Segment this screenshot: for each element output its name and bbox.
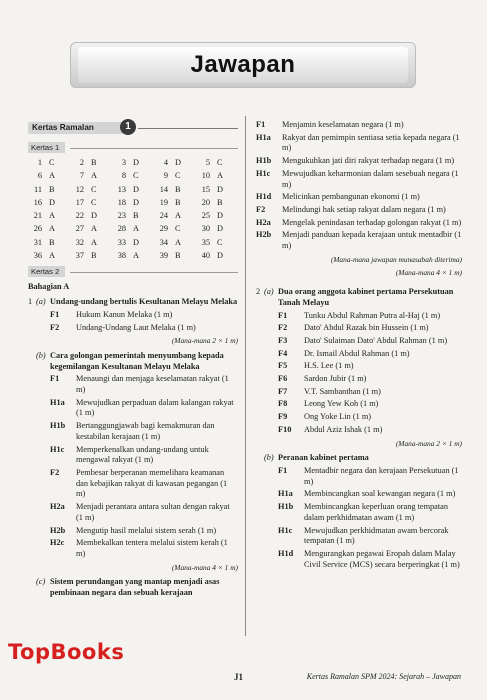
point-code: H2b bbox=[50, 525, 66, 535]
point-text: Memperkenalkan undang-undang untuk mengawal rakyat (1 m) bbox=[76, 444, 209, 465]
answer-number: 33 bbox=[117, 237, 126, 247]
answer-cell bbox=[112, 211, 154, 222]
answer-cell bbox=[112, 224, 154, 235]
answer-choice: A bbox=[49, 211, 55, 220]
point-code: F1 bbox=[278, 465, 288, 475]
answer-cell bbox=[196, 238, 238, 249]
kertas1-rule bbox=[70, 148, 238, 149]
answer-cell bbox=[112, 238, 154, 249]
answer-number: 37 bbox=[75, 250, 84, 260]
answer-choice: B bbox=[217, 197, 223, 207]
answer-choice: B bbox=[91, 250, 97, 260]
point-text: Mengukuhkan jati diri rakyat terhadap negara (1 m) bbox=[282, 156, 455, 166]
point-code: F2 bbox=[50, 322, 60, 332]
question-part: (c) bbox=[36, 577, 46, 587]
left-column bbox=[28, 118, 238, 599]
answer-cell bbox=[196, 171, 238, 182]
answer-choice: C bbox=[217, 158, 223, 167]
point-code: H1d bbox=[278, 548, 294, 558]
question-text: Sistem perundangan yang mantap menjadi asas pembinaan negara dan sebuah kerajaan bbox=[50, 577, 220, 598]
point-text: Membincangkan keperluan orang tempatan dalam perkhidmatan awam (1 m) bbox=[304, 502, 448, 522]
section-header bbox=[28, 118, 238, 136]
question-2a bbox=[256, 287, 462, 308]
answer-point bbox=[278, 526, 462, 547]
answer-choice: A bbox=[175, 211, 181, 220]
point-code: H1b bbox=[278, 502, 294, 512]
page-title: Jawapan bbox=[190, 51, 296, 78]
answer-point bbox=[256, 156, 462, 167]
answer-point bbox=[278, 361, 462, 372]
answer-point bbox=[278, 387, 462, 398]
answer-number: 6 bbox=[37, 171, 42, 181]
marks-note: (Mana-mana 4 × 1 m) bbox=[171, 562, 238, 572]
answer-choice: A bbox=[217, 171, 223, 181]
point-text: Mengurangkan pegawai Eropah dalam Malay Civil Service (MCS) secara berperingkat (1 m) bbox=[304, 548, 460, 569]
answer-choice: C bbox=[175, 224, 181, 234]
point-text: Menaungi dan menjaga keselamatan rakyat (1 m) bbox=[76, 374, 229, 395]
answer-point bbox=[278, 323, 462, 334]
answer-number: 40 bbox=[201, 250, 210, 260]
answer-number: 9 bbox=[163, 171, 168, 181]
marks-note: (Mana-mana 4 × 1 m) bbox=[395, 268, 462, 278]
answer-cell bbox=[112, 158, 154, 169]
point-code: F10 bbox=[278, 424, 292, 434]
point-text: Dato' Abdul Razak bin Hussein (1 m) bbox=[304, 323, 429, 333]
answer-number: 27 bbox=[75, 224, 84, 234]
point-text: Mentadbir negara dan kerajaan Persekutuan (1 m) bbox=[304, 465, 459, 486]
answer-cell bbox=[28, 251, 70, 262]
point-code: F3 bbox=[278, 335, 288, 345]
answer-cell bbox=[70, 224, 112, 235]
answer-cell bbox=[154, 211, 196, 222]
point-code: H1a bbox=[256, 132, 271, 142]
answer-cell bbox=[112, 185, 154, 196]
question-1b bbox=[28, 351, 238, 372]
answer-choice: D bbox=[133, 184, 139, 194]
q1b-items bbox=[28, 374, 238, 559]
answer-point bbox=[50, 445, 238, 466]
answer-point bbox=[278, 336, 462, 347]
answer-number: 17 bbox=[75, 197, 84, 207]
point-code: H2a bbox=[256, 217, 271, 227]
answer-number: 22 bbox=[75, 211, 84, 220]
answer-cell bbox=[112, 171, 154, 182]
answer-cell bbox=[28, 211, 70, 222]
kertas1-label: Kertas 1 bbox=[28, 142, 65, 153]
answer-number: 14 bbox=[159, 184, 168, 194]
point-code: F9 bbox=[278, 412, 288, 422]
point-text: Mewujudkan perpaduan dalam kalangan rakyat (1 m) bbox=[76, 397, 234, 418]
answer-cell bbox=[154, 251, 196, 262]
answer-number: 10 bbox=[201, 171, 210, 181]
answer-number: 28 bbox=[117, 224, 126, 234]
point-text: Abdul Aziz Ishak (1 m) bbox=[304, 424, 383, 434]
answer-number: 16 bbox=[33, 197, 42, 207]
answer-point bbox=[278, 349, 462, 360]
answer-grid bbox=[28, 158, 238, 261]
answer-number: 8 bbox=[121, 171, 126, 181]
answer-cell bbox=[70, 171, 112, 182]
answer-choice: A bbox=[133, 224, 139, 234]
point-text: Melindungi hak setiap rakyat dalam negara (1 m) bbox=[282, 204, 446, 214]
answer-point bbox=[256, 169, 462, 190]
answer-choice: A bbox=[91, 237, 97, 247]
answer-choice: D bbox=[175, 158, 181, 167]
answer-number: 23 bbox=[117, 211, 126, 220]
answer-cell bbox=[112, 251, 154, 262]
answer-point bbox=[256, 120, 462, 131]
answer-number: 26 bbox=[33, 224, 42, 234]
answer-choice: D bbox=[217, 184, 223, 194]
point-text: Ong Yoke Lin (1 m) bbox=[304, 412, 372, 422]
point-code: F5 bbox=[278, 361, 288, 371]
answer-cell bbox=[196, 185, 238, 196]
section-number-badge: 1 bbox=[120, 119, 136, 135]
point-text: Bertanggungjawab bagi kemakmuran dan kestabilan kerajaan (1 m) bbox=[76, 421, 215, 441]
point-code: F4 bbox=[278, 348, 288, 358]
question-text: Dua orang anggota kabinet pertama Persekutuan Tanah Melayu bbox=[278, 287, 454, 307]
question-2b bbox=[256, 453, 462, 464]
point-text: V.T. Sambanthan (1 m) bbox=[304, 386, 381, 396]
answer-choice: B bbox=[175, 197, 181, 207]
point-code: H1b bbox=[256, 156, 272, 166]
answer-point bbox=[50, 468, 238, 500]
answer-cell bbox=[154, 238, 196, 249]
answer-choice: C bbox=[91, 184, 97, 194]
answer-point bbox=[278, 466, 462, 487]
answer-number: 18 bbox=[117, 197, 126, 207]
answer-number: 3 bbox=[121, 158, 126, 167]
answer-number: 30 bbox=[201, 224, 210, 234]
answer-choice: B bbox=[91, 158, 97, 167]
question-text: Undang-undang bertulis Kesultanan Melayu Melaka bbox=[50, 297, 238, 307]
answer-choice: D bbox=[217, 250, 223, 260]
point-text: Undang-Undang Laut Melaka (1 m) bbox=[76, 322, 196, 332]
point-text: Mengelak penindasan terhadap golongan rakyat (1 m) bbox=[282, 217, 462, 227]
answer-choice: B bbox=[133, 211, 139, 220]
point-code: F2 bbox=[256, 204, 266, 214]
point-text: Membekalkan tentera melalui sistem kerah (1 m) bbox=[76, 538, 228, 558]
answer-cell bbox=[70, 198, 112, 209]
answer-number: 35 bbox=[201, 237, 210, 247]
answer-cell bbox=[196, 251, 238, 262]
answer-number: 15 bbox=[201, 184, 210, 194]
answer-number: 7 bbox=[79, 171, 84, 181]
question-text: Cara golongan pemerintah menyumbang kepada kegemilangan Kesultanan Melayu Melaka bbox=[50, 350, 224, 371]
answer-cell bbox=[196, 211, 238, 222]
point-text: Menjadi perantara antara sultan dengan rakyat (1 m) bbox=[76, 502, 230, 522]
q1c-items bbox=[256, 120, 462, 252]
bahagian-heading: Bahagian A bbox=[28, 282, 70, 292]
answer-number: 29 bbox=[159, 224, 168, 234]
answer-point bbox=[278, 412, 462, 423]
answer-choice: D bbox=[217, 224, 223, 234]
point-code: F1 bbox=[50, 309, 60, 319]
point-text: Tunku Abdul Rahman Putra al-Haj (1 m) bbox=[304, 310, 441, 320]
point-code: F1 bbox=[278, 310, 288, 320]
answer-choice: A bbox=[133, 250, 139, 260]
question-part: (b) bbox=[36, 350, 46, 360]
q1a-items bbox=[28, 310, 238, 333]
point-code: H2b bbox=[256, 230, 272, 240]
answer-cell bbox=[70, 238, 112, 249]
answer-cell bbox=[28, 158, 70, 169]
question-1a bbox=[28, 297, 238, 308]
answer-cell bbox=[28, 198, 70, 209]
answer-point bbox=[278, 311, 462, 322]
answer-number: 21 bbox=[33, 211, 42, 220]
answer-number: 20 bbox=[201, 197, 210, 207]
q2a-items bbox=[256, 311, 462, 436]
answer-number: 11 bbox=[34, 184, 42, 194]
answer-cell bbox=[154, 171, 196, 182]
answer-number: 38 bbox=[117, 250, 126, 260]
point-text: Melicinkan pembangunan ekonomi (1 m) bbox=[282, 192, 420, 202]
kertas1-header bbox=[28, 142, 238, 153]
answer-cell bbox=[154, 158, 196, 169]
answer-choice: A bbox=[49, 250, 55, 260]
section-rule bbox=[138, 128, 238, 129]
answer-point bbox=[256, 218, 462, 229]
point-code: H2c bbox=[50, 538, 65, 548]
point-text: H.S. Lee (1 m) bbox=[304, 361, 354, 371]
answer-cell bbox=[70, 211, 112, 222]
answer-cell bbox=[196, 198, 238, 209]
question-part: (b) bbox=[264, 453, 274, 463]
answer-cell bbox=[28, 171, 70, 182]
point-code: H1a bbox=[50, 397, 65, 407]
answer-point bbox=[256, 230, 462, 251]
answer-number: 24 bbox=[159, 211, 168, 220]
kertas2-header bbox=[28, 266, 238, 277]
answer-point bbox=[50, 310, 238, 321]
logo-text: TopBooks bbox=[8, 640, 125, 664]
page-number: J1 bbox=[234, 672, 243, 682]
point-code: F7 bbox=[278, 386, 288, 396]
point-text: Menjadi panduan kepada kerajaan untuk mentadbir (1 m) bbox=[282, 230, 462, 251]
answer-number: 13 bbox=[117, 184, 126, 194]
point-text: Sardon Jubir (1 m) bbox=[304, 374, 367, 384]
answer-cell bbox=[196, 224, 238, 235]
column-divider bbox=[245, 116, 246, 636]
question-number: 1 bbox=[28, 297, 33, 307]
point-code: H1a bbox=[278, 489, 293, 499]
point-code: H1d bbox=[256, 192, 272, 202]
point-code: F1 bbox=[50, 374, 60, 384]
answer-point bbox=[256, 192, 462, 203]
point-code: F2 bbox=[278, 323, 288, 333]
answer-choice: D bbox=[133, 158, 139, 167]
question-part: (a) bbox=[264, 287, 274, 297]
answer-point bbox=[278, 549, 462, 570]
answer-choice: C bbox=[175, 171, 181, 181]
answer-cell bbox=[154, 185, 196, 196]
question-number: 2 bbox=[256, 287, 261, 297]
q2b-items bbox=[256, 466, 462, 570]
answer-point bbox=[278, 374, 462, 385]
answer-choice: A bbox=[49, 171, 55, 181]
point-code: F1 bbox=[256, 120, 266, 129]
answer-choice: C bbox=[133, 171, 139, 181]
point-text: Mengutip hasil melalui sistem serah (1 m) bbox=[76, 525, 217, 535]
answer-point bbox=[50, 323, 238, 334]
answer-cell bbox=[70, 251, 112, 262]
point-code: H1c bbox=[50, 444, 65, 454]
point-code: H1c bbox=[278, 525, 293, 535]
answer-point bbox=[278, 399, 462, 410]
answer-cell bbox=[196, 158, 238, 169]
answer-cell bbox=[70, 185, 112, 196]
point-text: Menjamin keselamatan negara (1 m) bbox=[282, 120, 404, 129]
answer-point bbox=[50, 502, 238, 523]
right-column bbox=[256, 118, 462, 570]
point-code: F8 bbox=[278, 399, 288, 409]
point-code: F6 bbox=[278, 374, 288, 384]
answer-choice: B bbox=[175, 184, 181, 194]
answer-cell bbox=[70, 158, 112, 169]
answer-number: 5 bbox=[205, 158, 210, 167]
answer-choice: D bbox=[133, 197, 139, 207]
answer-number: 1 bbox=[37, 158, 42, 167]
answer-cell bbox=[112, 198, 154, 209]
question-part: (a) bbox=[36, 297, 46, 307]
point-text: Dr. Ismail Abdul Rahman (1 m) bbox=[304, 348, 410, 358]
marks-note: (Mana-mana jawapan munasabah diterima) bbox=[330, 254, 462, 264]
answer-choice: B bbox=[175, 250, 181, 260]
answer-number: 19 bbox=[159, 197, 168, 207]
answer-cell bbox=[28, 238, 70, 249]
answer-cell bbox=[28, 185, 70, 196]
answer-choice: C bbox=[91, 197, 97, 207]
answer-choice: D bbox=[217, 211, 223, 220]
answer-number: 36 bbox=[33, 250, 42, 260]
point-code: H2a bbox=[50, 502, 65, 512]
point-code: H1c bbox=[256, 168, 271, 178]
answer-number: 25 bbox=[201, 211, 210, 220]
marks-note: (Mana-mana 2 × 1 m) bbox=[395, 438, 462, 448]
answer-choice: A bbox=[49, 224, 55, 234]
question-text: Peranan kabinet pertama bbox=[278, 453, 369, 463]
answer-cell bbox=[154, 198, 196, 209]
answer-choice: A bbox=[175, 237, 181, 247]
answer-point bbox=[278, 489, 462, 500]
answer-point bbox=[256, 205, 462, 216]
kertas2-label: Kertas 2 bbox=[28, 266, 65, 277]
answer-number: 2 bbox=[79, 158, 84, 167]
section-label: Kertas Ramalan bbox=[32, 123, 94, 132]
answer-number: 4 bbox=[163, 158, 168, 167]
answer-point bbox=[278, 425, 462, 436]
answer-choice: D bbox=[49, 197, 55, 207]
answer-number: 39 bbox=[159, 250, 168, 260]
point-text: Pembesar berperanan memelihara keamanan dan kebajikan rakyat di kawasan pegangan (1 m) bbox=[76, 468, 228, 499]
point-text: Rakyat dan pemimpin sentiasa setia kepada negara (1 m) bbox=[282, 132, 460, 153]
answer-point bbox=[50, 421, 238, 442]
answer-choice: D bbox=[91, 211, 97, 220]
answer-choice: A bbox=[91, 171, 97, 181]
topbooks-logo bbox=[8, 640, 124, 664]
point-text: Leong Yew Koh (1 m) bbox=[304, 399, 379, 409]
answer-point bbox=[256, 133, 462, 154]
answer-point bbox=[50, 374, 238, 395]
point-code: H1b bbox=[50, 421, 66, 431]
answer-point bbox=[50, 398, 238, 419]
point-text: Dato' Sulaiman Dato' Abdul Rahman (1 m) bbox=[304, 335, 448, 345]
marks-note: (Mana-mana 2 × 1 m) bbox=[171, 336, 238, 346]
answer-cell bbox=[28, 224, 70, 235]
title-banner bbox=[70, 42, 416, 88]
answer-point bbox=[50, 538, 238, 559]
point-text: Mewujudkan perkhidmatan awam bercorak tempatan (1 m) bbox=[304, 525, 449, 546]
point-text: Membincangkan soal kewangan negara (1 m) bbox=[304, 489, 456, 499]
kertas2-rule bbox=[70, 272, 238, 273]
question-1c bbox=[28, 577, 238, 598]
answer-number: 12 bbox=[75, 184, 84, 194]
answer-choice: A bbox=[91, 224, 97, 234]
answer-choice: C bbox=[49, 158, 55, 167]
point-text: Hukum Kanun Melaka (1 m) bbox=[76, 309, 173, 319]
point-code: F2 bbox=[50, 468, 60, 477]
answer-number: 32 bbox=[75, 237, 84, 247]
answer-point bbox=[278, 502, 462, 523]
answer-choice: B bbox=[49, 237, 55, 247]
answer-choice: C bbox=[217, 237, 223, 247]
answer-number: 31 bbox=[33, 237, 42, 247]
answer-point bbox=[50, 526, 238, 537]
answer-number: 34 bbox=[159, 237, 168, 247]
title-banner-inner bbox=[78, 47, 408, 83]
answer-choice: D bbox=[133, 237, 139, 247]
answer-cell bbox=[154, 224, 196, 235]
answer-choice: B bbox=[49, 184, 55, 194]
footer-text: Kertas Ramalan SPM 2024: Sejarah – Jawapan bbox=[306, 672, 461, 681]
point-text: Mewujudkan keharmonian dalam sesebuah negara (1 m) bbox=[282, 168, 459, 189]
